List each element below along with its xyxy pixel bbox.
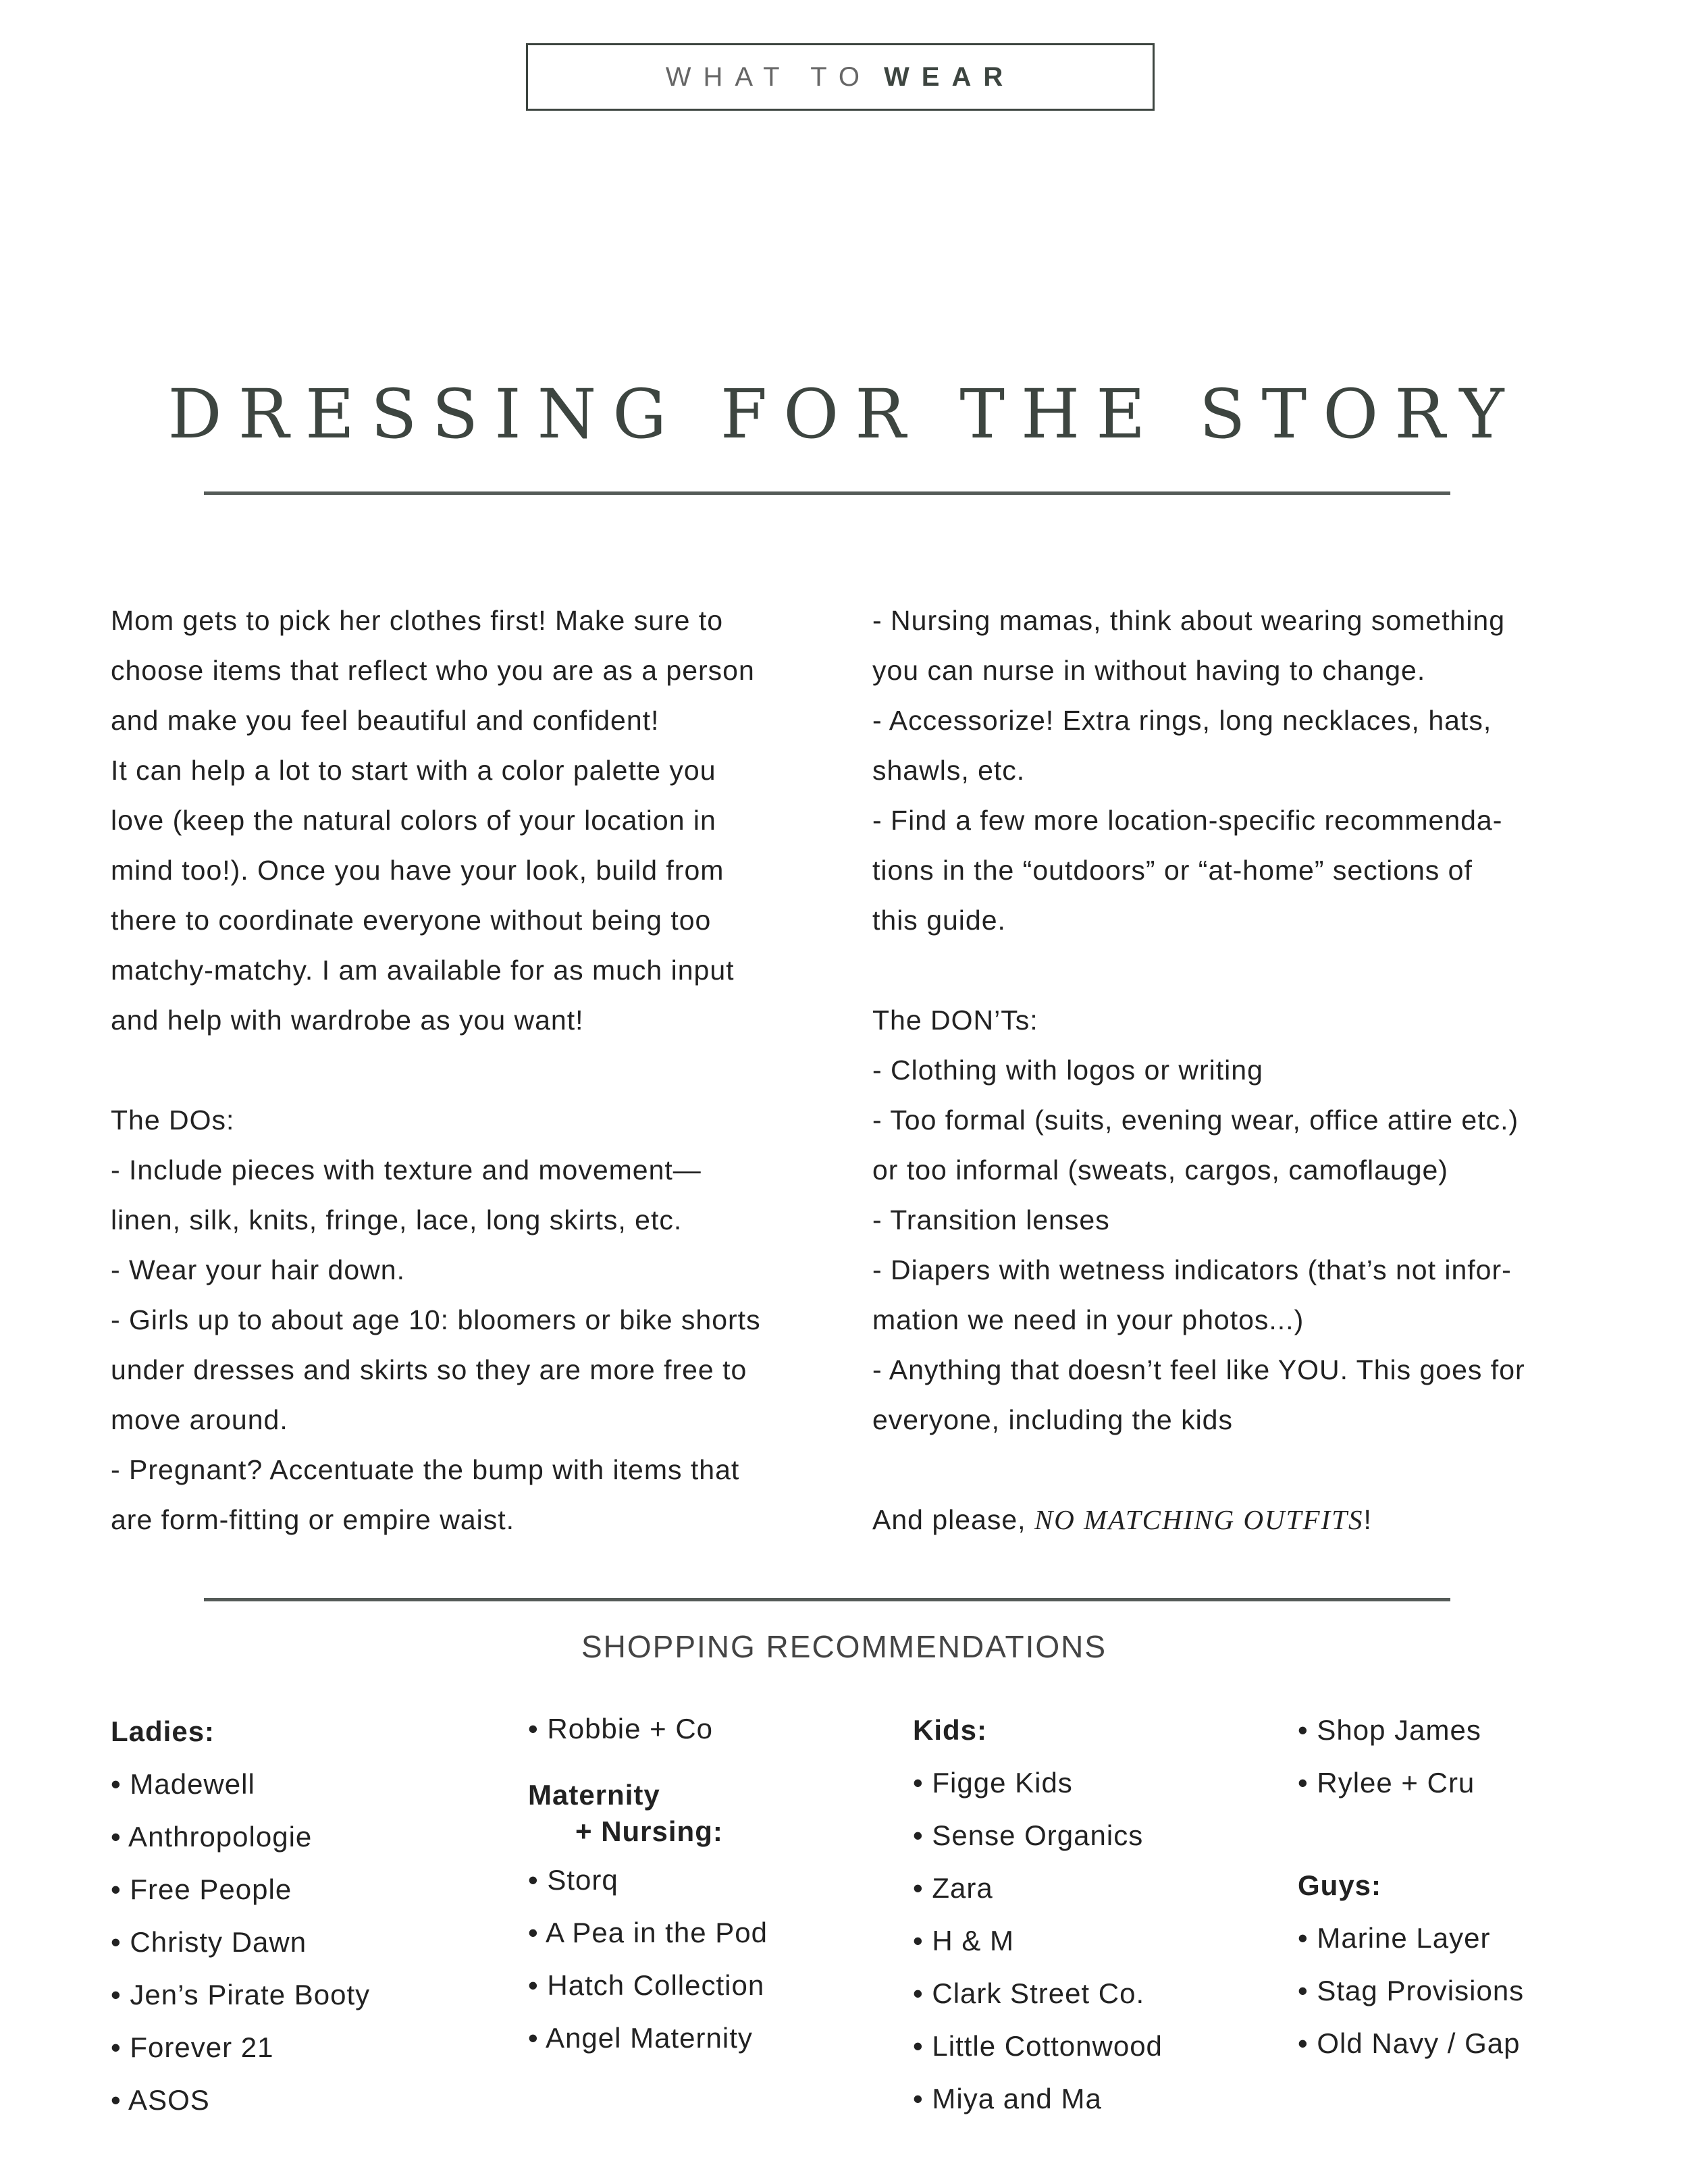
- shop-item: • Marine Layer: [1298, 1922, 1491, 1954]
- maternity-column: [528, 1703, 768, 2065]
- shop-item: • Forever 21: [111, 2031, 274, 2063]
- shop-item: • Rylee + Cru: [1298, 1767, 1475, 1799]
- donts-line: or too informal (sweats, cargos, camoflauge): [872, 1154, 1448, 1186]
- shop-item: • H & M: [913, 1925, 1015, 1956]
- shop-item: • Figge Kids: [913, 1767, 1073, 1799]
- section-badge: [526, 43, 1155, 111]
- spacer: [528, 1755, 768, 1777]
- shop-item: • Old Navy / Gap: [1298, 2027, 1521, 2059]
- dos-cont-line: tions in the “outdoors” or “at-home” sections of: [872, 855, 1473, 886]
- donts-line: - Anything that doesn’t feel like YOU. This goes for: [872, 1354, 1525, 1385]
- intro-line: and help with wardrobe as you want!: [111, 1005, 584, 1036]
- intro-line: mind too!). Once you have your look, build from: [111, 855, 724, 886]
- donts-line: - Diapers with wetness indicators (that’s not infor-: [872, 1254, 1512, 1285]
- dos-line: - Pregnant? Accentuate the bump with items that: [111, 1454, 740, 1485]
- donts-line: - Transition lenses: [872, 1204, 1110, 1235]
- right-column: [872, 595, 1588, 1545]
- shop-item: • Miya and Ma: [913, 2083, 1102, 2114]
- shop-item: • Little Cottonwood: [913, 2030, 1163, 2062]
- shopping-divider: [204, 1598, 1450, 1601]
- donts-line: everyone, including the kids: [872, 1404, 1233, 1435]
- shop-item: • Storq: [528, 1864, 618, 1896]
- closing-suffix: !: [1363, 1504, 1372, 1535]
- spacer: [1298, 1809, 1524, 1859]
- spacer: [111, 1045, 826, 1095]
- dos-cont-line: - Accessorize! Extra rings, long necklaces, hats,: [872, 705, 1492, 736]
- dos-line: - Girls up to about age 10: bloomers or bike shorts: [111, 1304, 761, 1335]
- closing-prefix: And please,: [872, 1504, 1034, 1535]
- dos-cont-line: - Nursing mamas, think about wearing something: [872, 605, 1506, 636]
- shop-item: • Christy Dawn: [111, 1926, 307, 1958]
- shop-item: • Anthropologie: [111, 1821, 313, 1853]
- dos-cont-line: - Find a few more location-specific recommenda-: [872, 805, 1503, 836]
- shop-item: • Stag Provisions: [1298, 1975, 1525, 2006]
- guys-column: [1298, 1704, 1524, 2070]
- intro-line: there to coordinate everyone without being too: [111, 905, 712, 936]
- intro-line: It can help a lot to start with a color palette you: [111, 755, 716, 786]
- kids-heading: Kids:: [913, 1714, 987, 1746]
- shop-item: • Jen’s Pirate Booty: [111, 1979, 371, 2010]
- shop-item: • Sense Organics: [913, 1819, 1144, 1851]
- shop-item: • Madewell: [111, 1768, 255, 1800]
- shop-item: • Angel Maternity: [528, 2022, 753, 2054]
- shop-item: • Shop James: [1298, 1714, 1481, 1746]
- closing-line: [872, 1495, 1588, 1545]
- dos-line: under dresses and skirts so they are more free to: [111, 1354, 747, 1385]
- intro-line: Mom gets to pick her clothes first! Make sure to: [111, 605, 724, 636]
- donts-line: - Clothing with logos or writing: [872, 1055, 1263, 1086]
- title-divider: [204, 491, 1450, 495]
- left-column: [111, 595, 826, 1545]
- dos-line: move around.: [111, 1404, 288, 1435]
- maternity-heading-cont: + Nursing:: [575, 1815, 723, 1847]
- shop-item: • A Pea in the Pod: [528, 1917, 768, 1948]
- shopping-title: SHOPPING RECOMMENDATIONS: [581, 1629, 1107, 1664]
- dos-cont-line: you can nurse in without having to change.: [872, 655, 1426, 686]
- shop-item: • Free People: [111, 1873, 292, 1905]
- dos-cont-line: this guide.: [872, 905, 1006, 936]
- kids-column: [913, 1704, 1163, 2125]
- donts-heading: The DON’Ts:: [872, 1005, 1038, 1036]
- page-title: DRESSING FOR THE STORY: [167, 375, 1521, 454]
- ladies-column: [111, 1705, 370, 2127]
- shop-item: • Hatch Collection: [528, 1969, 765, 2001]
- dos-line: - Wear your hair down.: [111, 1254, 405, 1285]
- shop-item: • Zara: [913, 1872, 993, 1904]
- shop-item: • ASOS: [111, 2084, 210, 2116]
- donts-line: mation we need in your photos...): [872, 1304, 1304, 1335]
- intro-line: love (keep the natural colors of your location in: [111, 805, 716, 836]
- dos-cont-line: shawls, etc.: [872, 755, 1026, 786]
- dos-line: linen, silk, knits, fringe, lace, long skirts, etc.: [111, 1204, 683, 1235]
- badge-light-text: WHAT TO: [665, 61, 872, 92]
- intro-line: choose items that reflect who you are as a person: [111, 655, 755, 686]
- dos-heading: The DOs:: [111, 1104, 235, 1136]
- badge-bold-text: WEAR: [884, 61, 1016, 92]
- shop-item: • Clark Street Co.: [913, 1977, 1145, 2009]
- intro-line: matchy-matchy. I am available for as much input: [111, 955, 735, 986]
- dos-line: are form-fitting or empire waist.: [111, 1504, 515, 1535]
- donts-line: - Too formal (suits, evening wear, office attire etc.): [872, 1104, 1519, 1136]
- maternity-heading: Maternity: [528, 1779, 660, 1811]
- dos-line: - Include pieces with texture and movement—: [111, 1154, 702, 1186]
- spacer: [872, 1445, 1588, 1495]
- spacer: [872, 945, 1588, 995]
- shop-item: • Robbie + Co: [528, 1713, 714, 1744]
- ladies-heading: Ladies:: [111, 1715, 215, 1747]
- closing-emphasis: NO MATCHING OUTFITS: [1034, 1504, 1364, 1535]
- guys-heading: Guys:: [1298, 1869, 1382, 1901]
- intro-line: and make you feel beautiful and confident!: [111, 705, 660, 736]
